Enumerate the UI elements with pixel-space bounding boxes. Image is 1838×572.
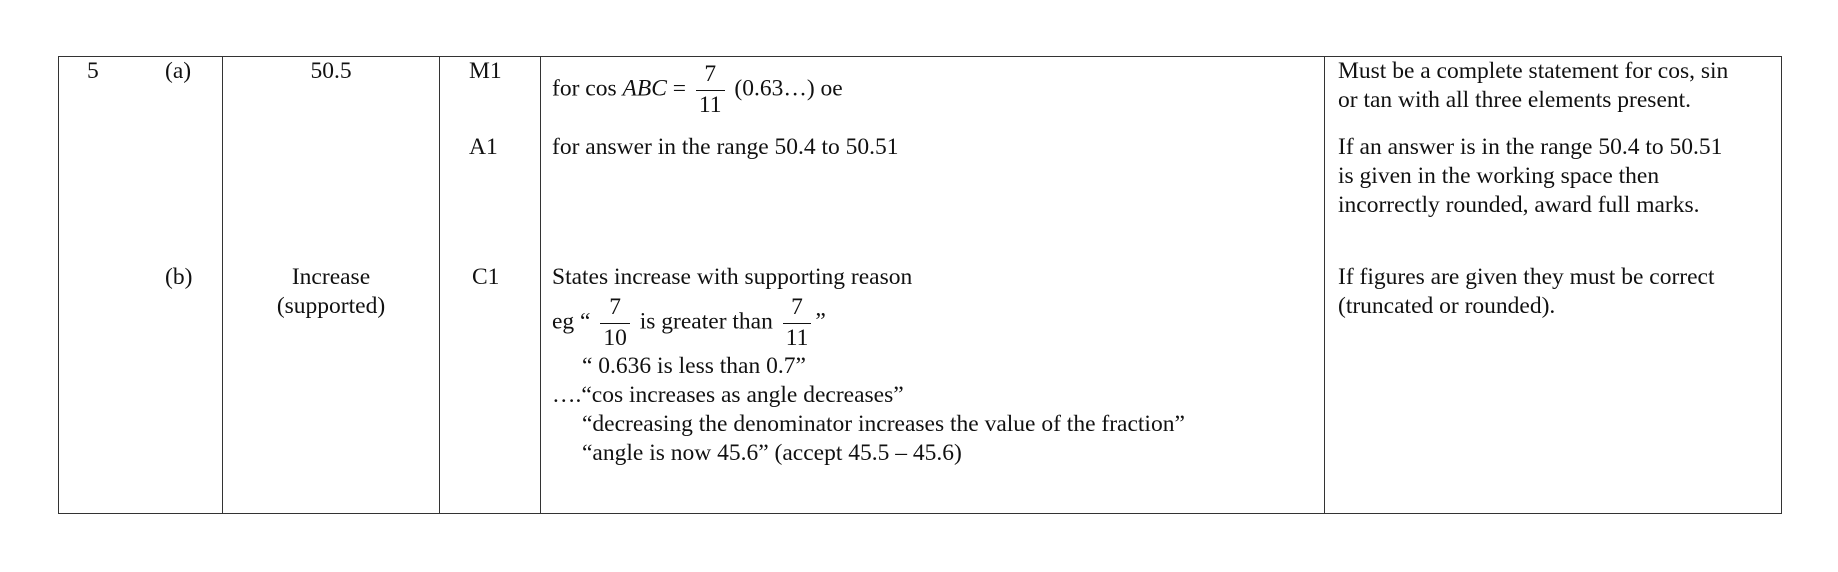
guidance-line: incorrectly rounded, award full marks. (1338, 192, 1700, 218)
eg-prefix: eg “ (552, 308, 597, 335)
mark-notes-m1 (552, 63, 843, 117)
guidance-m1 (1338, 57, 1728, 115)
part-label-a: (a) (165, 58, 192, 84)
guidance-c1 (1338, 263, 1715, 321)
c1-fraction-example (552, 296, 1185, 350)
c1-lead: States increase with supporting reason (552, 264, 913, 290)
guidance-line: (truncated or rounded). (1338, 293, 1556, 319)
guidance-line: Must be a complete statement for cos, sin (1338, 58, 1729, 84)
mark-code-m1: M1 (469, 58, 502, 84)
m1-equals: = (666, 75, 692, 102)
example-line: “decreasing the denominator increases the value of the fraction” (582, 411, 1185, 437)
column-divider (540, 57, 541, 513)
fraction-7-over-11: $\frac{7}{11}$ (783, 296, 812, 350)
mark-notes-a1: for answer in the range 50.4 to 50.51 (552, 134, 899, 160)
part-label-b: (b) (165, 264, 193, 290)
answer-line: (supported) (276, 293, 386, 319)
answer-line: Increase (291, 264, 371, 290)
guidance-a1 (1338, 133, 1722, 220)
fraction-7-over-11: $\frac{7}{11}$ (696, 63, 725, 117)
example-line: “angle is now 45.6” (accept 45.5 – 45.6) (582, 440, 962, 466)
answer-b (223, 263, 439, 321)
answer-a: 50.5 (310, 58, 352, 84)
question-number: 5 (87, 58, 99, 84)
eg-suffix: ” (815, 308, 826, 335)
eg-middle: is greater than (633, 308, 779, 335)
m1-text-before: for cos (552, 75, 623, 102)
mark-code-c1: C1 (472, 264, 500, 290)
column-divider (439, 57, 440, 513)
guidance-line: is given in the working space then (1338, 163, 1660, 189)
mark-notes-c1 (552, 263, 1185, 468)
guidance-line: If an answer is in the range 50.4 to 50.51 (1338, 134, 1723, 160)
m1-text-after: (0.63…) oe (728, 75, 843, 102)
mark-scheme-table (58, 56, 1782, 514)
mark-code-a1: A1 (469, 134, 498, 160)
guidance-line: If figures are given they must be correct (1338, 264, 1715, 290)
example-line: ….“cos increases as angle decreases” (552, 382, 904, 408)
guidance-line: or tan with all three elements present. (1338, 87, 1692, 113)
column-divider (1324, 57, 1325, 513)
m1-angle-name: ABC (622, 75, 667, 102)
example-line: “ 0.636 is less than 0.7” (582, 353, 806, 379)
fraction-7-over-10: $\frac{7}{10}$ (600, 296, 630, 350)
